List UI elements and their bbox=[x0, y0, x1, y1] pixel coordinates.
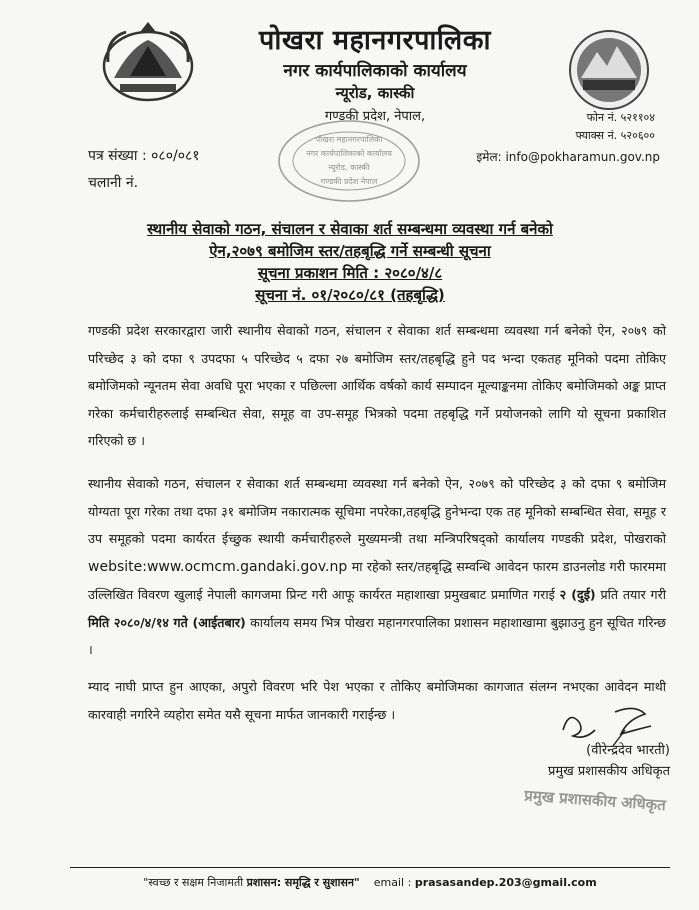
paragraph-2 bbox=[88, 470, 666, 664]
stamp-line-4: गण्डकी प्रदेश नेपाल bbox=[320, 177, 378, 186]
pokhara-municipality-logo-icon bbox=[567, 28, 651, 112]
signer-title: प्रमुख प्रशासकीय अधिकृत bbox=[547, 764, 670, 779]
office-email bbox=[470, 148, 660, 165]
copies-count: २ (दुई) bbox=[559, 587, 596, 602]
phone-number: फोन नं. ५२११०४ bbox=[586, 111, 655, 124]
dispatch-number: चलानी नं. bbox=[88, 175, 139, 191]
designation-stamp bbox=[518, 776, 693, 830]
publish-date: सूचना प्रकाशन मिति : २०८०/४/८ bbox=[257, 264, 443, 282]
paragraph-2-text-a: स्थानीय सेवाको गठन, संचालन र सेवाका शर्त सम्बन्धमा व्यवस्था गर्न बनेको ऐन, २०७९ को परिच्छेद ३ को दफा ९ बमोजिम योग्यता पूरा गरेका तथा दफा ३१ बमोजिम नकारात्मक सूचिमा नपरेका,तहबृद्धि हुनेभन्दा एक तह मूनिको सम्बन्धित सेवा, समूह र उप समूहको पदमा कार्यरत ईच्छुक स्थायी कर्मचारीहरुले मुख्यमन्त्री तथा मन्त्रिपरिषद्को कार्यालय गण्डकी प्रदेश, पोखराको bbox=[88, 476, 666, 546]
paragraph-1: गण्डकी प्रदेश सरकारद्वारा जारी स्थानीय सेवाको गठन, संचालन र सेवाका शर्त सम्बन्धमा व्यवस्था गर्न बनेको ऐन, २०७९ को परिच्छेद ३ को दफा ९ उपदफा ५ परिच्छेद ५ दफा २७ बमोजिम स्तर/तहबृद्धि हुने पद भन्दा एकतह मूनिको पदमा तोकिए बमोजिमको न्यूनतम सेवा अवधि पूरा भएका र पछिल्ला आर्थिक वर्षको कार्य सम्पादन मूल्याङ्कनमा तोकिए बमोजिमको अङ्क प्राप्त गरेका कर्मचारीहरुलाई सम्बन्धित सेवा, समूह वा उप-समूह भित्रको पदमा तहबृद्धि गर्ने प्रयोजनको लागि यो सूचना प्रकाशित गरिएको छ । bbox=[88, 323, 666, 448]
org-name: पोखरा महानगरपालिका bbox=[259, 25, 491, 56]
nepal-emblem-icon bbox=[100, 18, 196, 104]
office-stamp bbox=[275, 118, 423, 204]
footer-slogan-bold: प्रशासन: समृद्धि र सुशासन" bbox=[246, 876, 360, 889]
deadline-date: मिति २०८०/४/१४ गते (आईतबार) bbox=[88, 614, 246, 630]
fax-number: फ्याक्स नं. ५२०६०० bbox=[575, 129, 655, 142]
email-address[interactable]: info@pokharamun.gov.np bbox=[505, 150, 660, 164]
paragraph-2-text-d: कार्यालय समय भित्र पोखरा महानगरपालिका प्रशासन महाशाखामा बुझाउनु हुन सूचित गरिन्छ । bbox=[88, 614, 666, 657]
address-line-1: न्यूरोड, कास्की bbox=[335, 84, 415, 102]
office-name: नगर कार्यपालिकाको कार्यालय bbox=[283, 61, 467, 81]
signer-name: (वीरेन्द्रदेव भारती) bbox=[586, 743, 670, 758]
title-line-2: ऐन,२०७९ बमोजिम स्तर/तहबृद्धि गर्ने सम्बन्धी सूचना bbox=[209, 242, 491, 260]
paragraph-2-text-c: प्रति तयार गरी bbox=[600, 587, 666, 602]
footer-email[interactable]: prasasandep.203@gmail.com bbox=[414, 876, 597, 889]
footer-slogan: "स्वच्छ र सक्षम निजामती bbox=[143, 876, 244, 889]
stamp-line-3: न्यूरोड, कास्की bbox=[328, 163, 370, 172]
paragraph-3: म्याद नाघी प्राप्त हुन आएका, अपुरो विवरण भरि पेश भएका र तोकिए बमोजिमका कागजात संलग्न नभएका आवेदन माथी कारवाही नगरिने व्यहोरा समेत यसै सूचना मार्फत जानकारी गराईन्छ । bbox=[88, 679, 666, 722]
stamp-line-1: पोखरा महानगरपालिका bbox=[315, 135, 383, 144]
footer-email-label: email : bbox=[373, 876, 412, 889]
email-label: इमेल: bbox=[476, 150, 502, 164]
address-line-2: गण्डकी प्रदेश, नेपाल, bbox=[324, 109, 426, 124]
title-line-1: स्थानीय सेवाको गठन, संचालन र सेवाका शर्त सम्बन्धमा व्यवस्था गर्न बनेको bbox=[147, 220, 553, 238]
letter-number: पत्र संख्या : ०८०/०८१ bbox=[88, 148, 200, 164]
website-link[interactable]: website:www.ocmcm.gandaki.gov.np bbox=[88, 558, 348, 575]
stamp-line-2: नगर कार्यपालिकाको कार्यालय bbox=[306, 149, 392, 158]
footer-divider bbox=[70, 867, 670, 868]
paragraph-2-text-b: मा रहेको स्तर/तहबृद्धि सम्वन्धि आवेदन फारम डाउनलोड गरी फारममा उल्लिखित विवरण खुलाई नेपाली कागजमा प्रिन्ट गरी आफू कार्यरत महाशाखा प्रमुखबाट प्रमाणित गराई bbox=[88, 558, 666, 602]
footer bbox=[70, 875, 670, 890]
notice-title bbox=[70, 218, 630, 306]
designation-stamp-text: प्रमुख प्रशासकीय अधिकृत bbox=[523, 786, 667, 815]
notice-number: सूचना नं. ०१/२०८०/८१ (तहबृद्धि) bbox=[255, 286, 445, 304]
